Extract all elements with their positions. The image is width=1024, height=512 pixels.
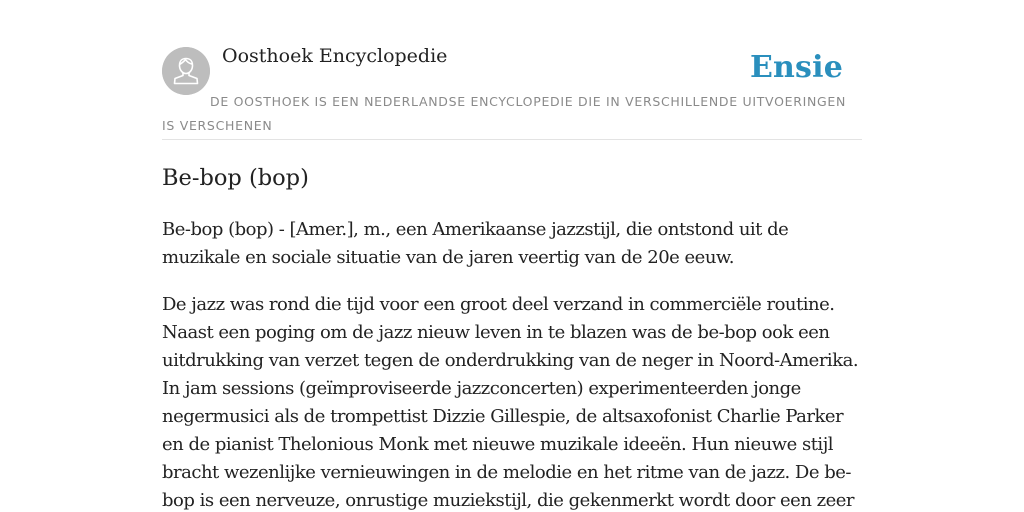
article-paragraph: De jazz was rond die tijd voor een groot deel verzand in commerciële routine. Naast een poging om de jazz nieuw leven in te blazen was de be-bop ook een uitdrukking van verzet tegen de onderdrukking van de neger in Noord-Amerika. In jam sessions (geïmproviseerde jazzconcerten) experimenteerden jonge negermusici als de trompettist Dizzie Gillespie, de altsaxofonist Charlie Parker en de pianist Thelonious Monk met nieuwe muzikale ideeën. Hun nieuwe stijl bracht wezenlijke vernieuwingen in de melodie en het ritme van de jazz. De be-bop is een nerveuze, onrustige muziekstijl, die gekenmerkt wordt door een zeer xyxy=(162,294,859,511)
article xyxy=(162,160,862,511)
publication-header xyxy=(162,0,862,140)
article-title: Be-bop (bop) xyxy=(162,165,309,191)
publication-description: DE OOSTHOEK IS EEN NEDERLANDSE ENCYCLOPEDIE DIE IN VERSCHILLENDE UITVOERINGEN IS VERSCHENEN xyxy=(162,94,847,133)
publication-name[interactable]: Oosthoek Encyclopedie xyxy=(222,45,448,67)
user-avatar-icon[interactable] xyxy=(162,47,210,95)
article-paragraph: Be-bop (bop) - [Amer.], m., een Amerikaanse jazzstijl, die ontstond uit de muzikale en sociale situatie van de jaren veertig van de 20e eeuw. xyxy=(162,219,789,268)
ensie-logo[interactable]: Ensie xyxy=(749,50,843,85)
